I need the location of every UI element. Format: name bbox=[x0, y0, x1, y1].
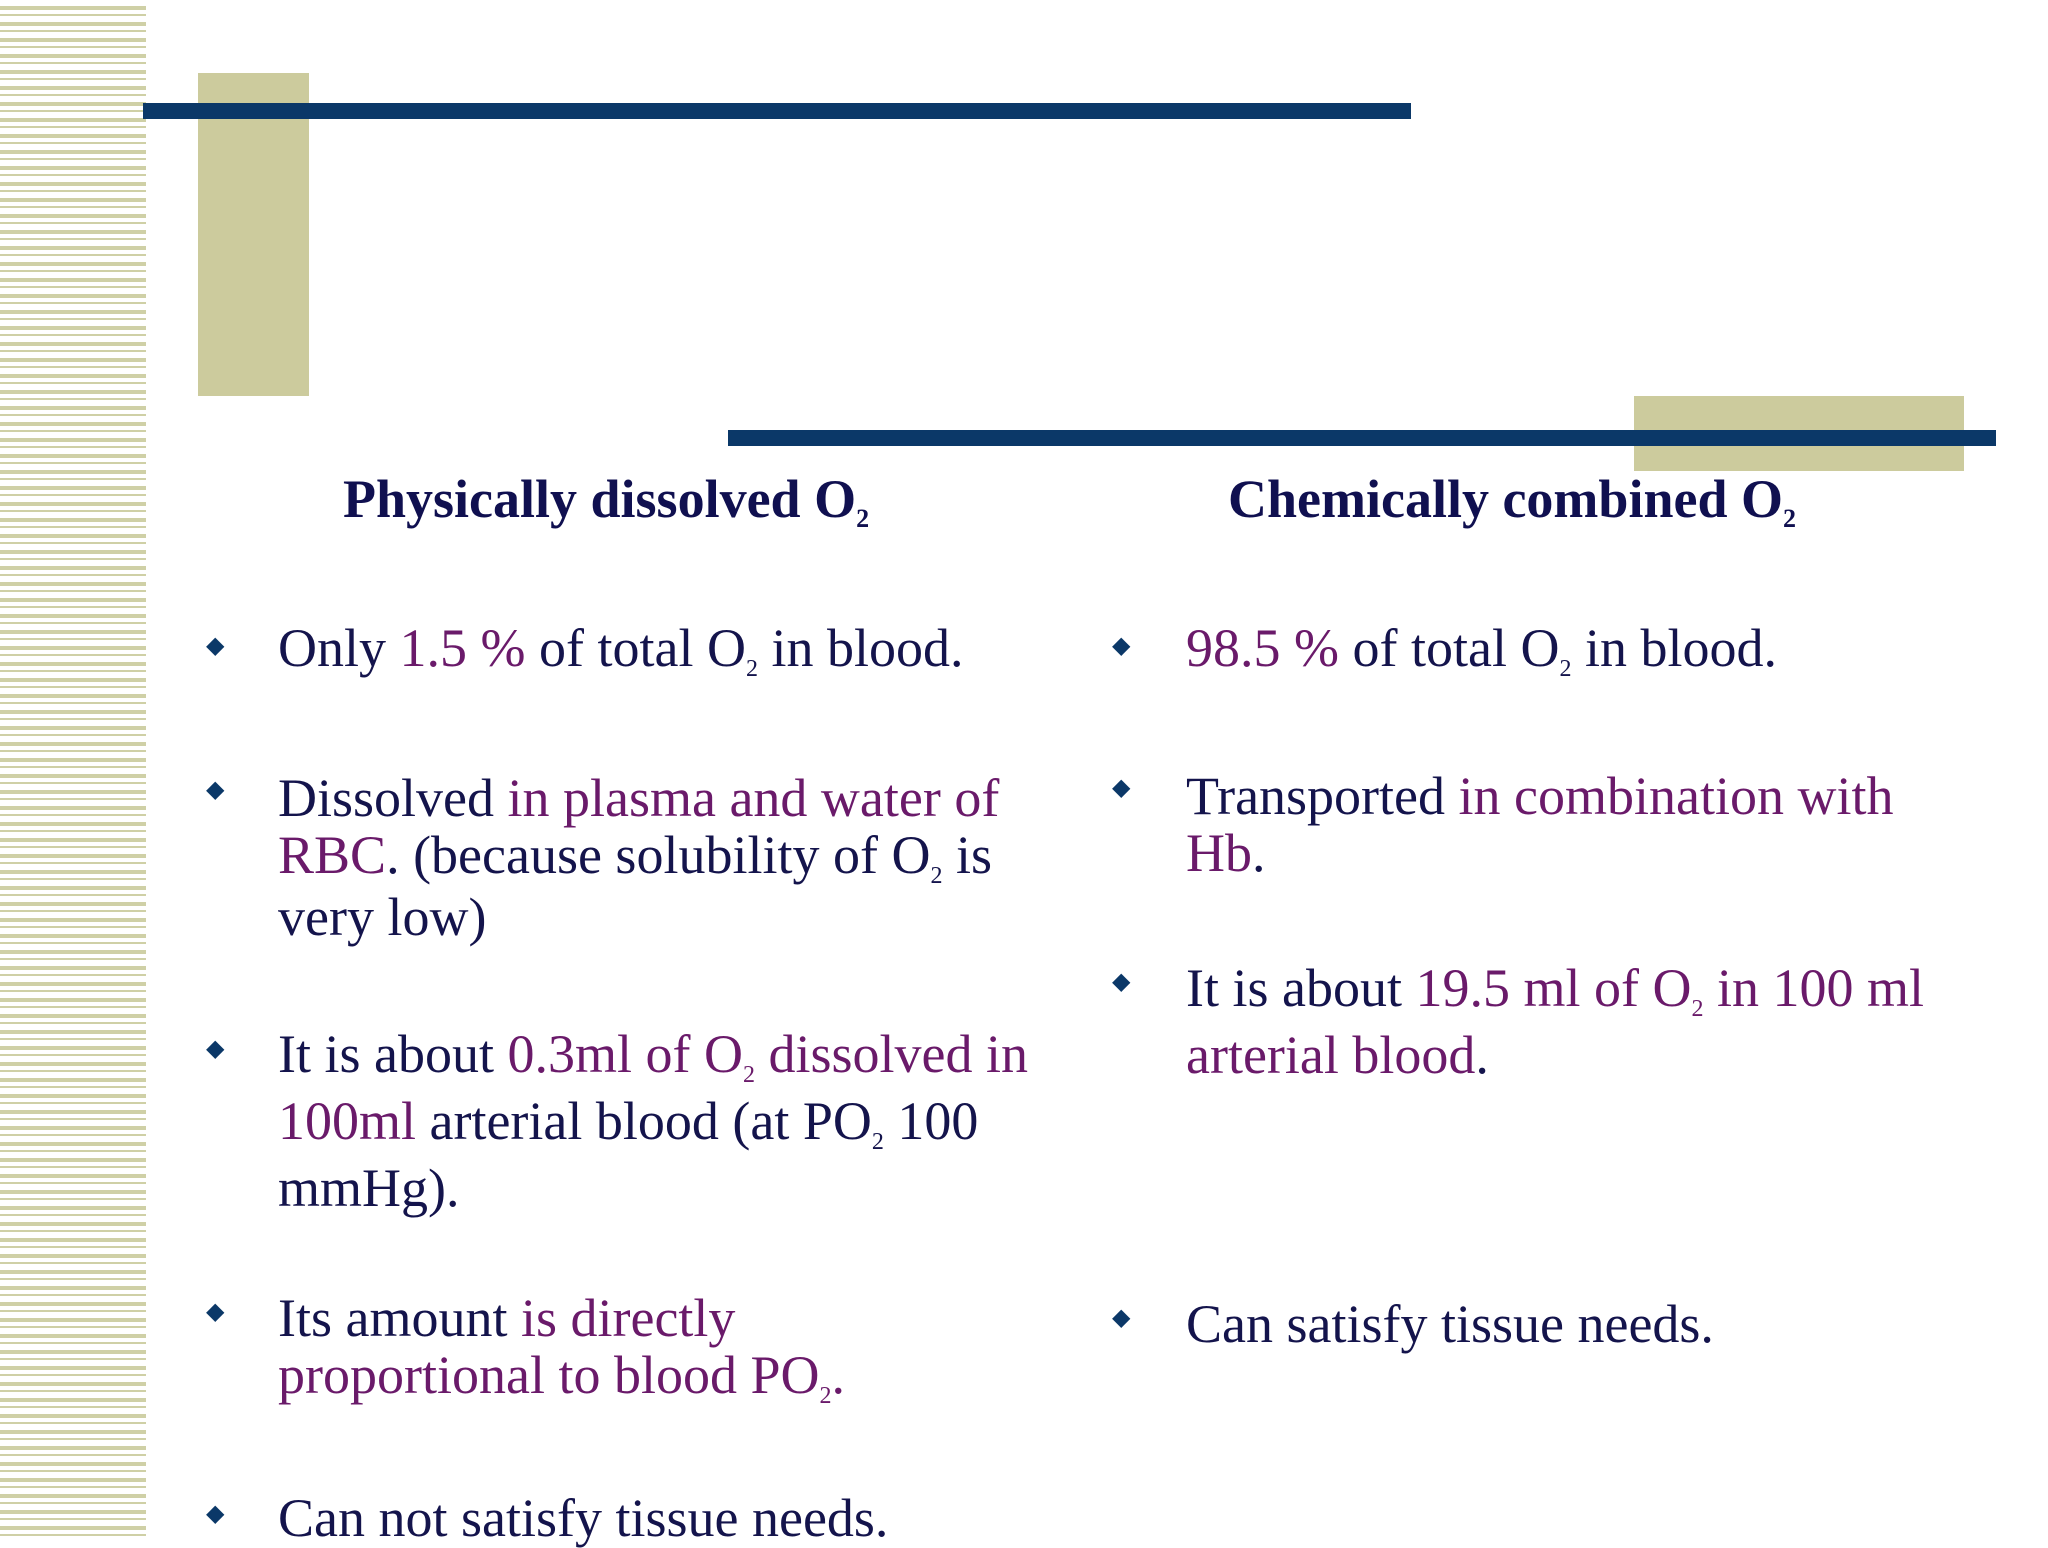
bullet-icon: ◆ bbox=[206, 1299, 225, 1325]
bullet-icon: ◆ bbox=[1112, 1305, 1131, 1331]
left-column-title: Physically dissolved $O_2$ bbox=[343, 469, 870, 533]
top-rule bbox=[143, 103, 1411, 119]
left-item-2: Dissolved in plasma and water of RBC. (because solubility of $O_2$ is very low) bbox=[278, 768, 1000, 947]
middle-rule bbox=[728, 430, 1996, 446]
bullet-icon: ◆ bbox=[1112, 775, 1131, 801]
left-item-5: Can not satisfy tissue needs. bbox=[278, 1488, 889, 1548]
right-item-2: Transported in combination with Hb. bbox=[1186, 766, 1894, 883]
bullet-icon: ◆ bbox=[206, 1036, 225, 1062]
left-item-3: It is about 0.3ml of $O_2$ dissolved in 100ml arterial blood (at $PO_2$ 100 mmHg). bbox=[278, 1024, 1028, 1218]
top-left-accent-block bbox=[198, 73, 309, 396]
bullet-icon: ◆ bbox=[206, 777, 225, 803]
bullet-icon: ◆ bbox=[1112, 969, 1131, 995]
right-column-title: Chemically combined $O_2$ bbox=[1228, 469, 1796, 533]
bullet-icon: ◆ bbox=[206, 633, 225, 659]
striped-margin-decoration bbox=[0, 0, 146, 1536]
right-item-4: Can satisfy tissue needs. bbox=[1186, 1294, 1714, 1354]
bullet-icon: ◆ bbox=[1112, 633, 1131, 659]
left-item-1: Only 1.5 % of total $O_2$ in blood. bbox=[278, 618, 964, 682]
bullet-icon: ◆ bbox=[206, 1501, 225, 1527]
right-item-3: It is about 19.5 ml of $O_2$ in 100 ml arterial blood. bbox=[1186, 958, 1924, 1085]
left-item-4: Its amount is directly proportional to blood $PO_2$. bbox=[278, 1288, 845, 1409]
right-item-1: 98.5 % of total $O_2$ in blood. bbox=[1186, 618, 1777, 682]
